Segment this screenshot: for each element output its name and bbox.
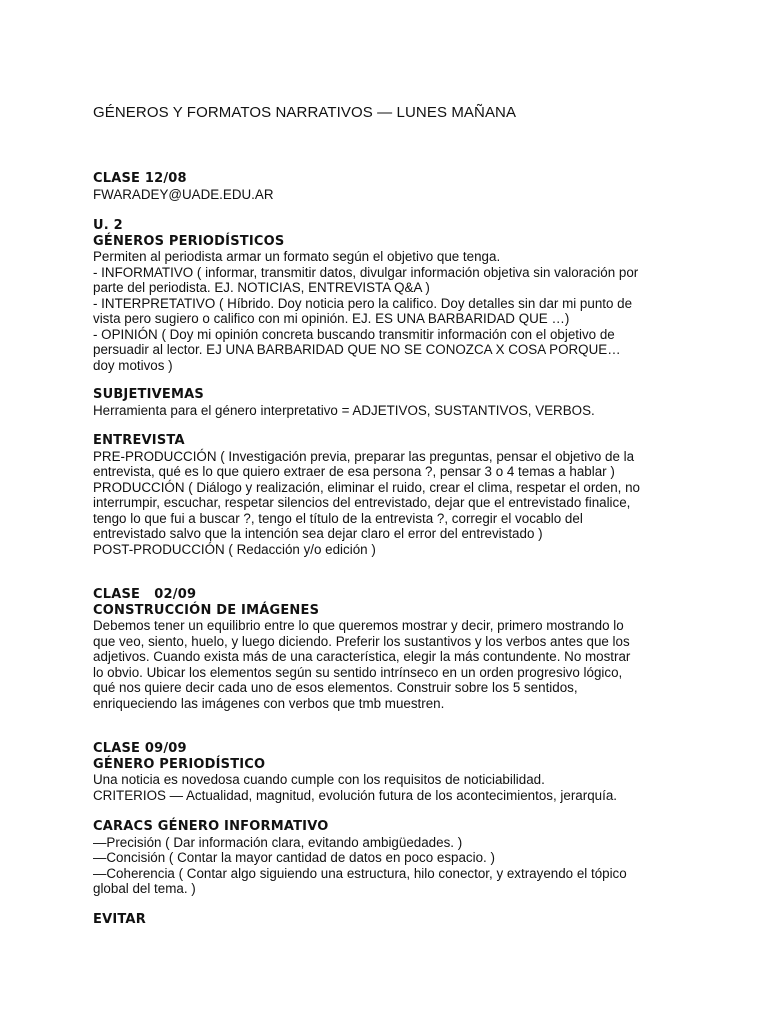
section-subheading: CONSTRUCCIÓN DE IMÁGENES	[93, 602, 320, 618]
section-subjetivemas	[93, 387, 683, 418]
section-heading: ENTREVISTA	[93, 433, 185, 448]
section-heading: U. 2	[93, 218, 123, 233]
document-title: GÉNEROS Y FORMATOS NARRATIVOS — LUNES MAÑANA	[93, 104, 517, 121]
paragraph-line: CRITERIOS — Actualidad, magnitud, evolución futura de los acontecimientos, jerarquía.	[93, 787, 617, 803]
section-heading: CLASE 02/09	[93, 587, 197, 602]
paragraph-line: POST-PRODUCCIÓN ( Redacción y/o edición )	[93, 541, 376, 557]
paragraph-line: PRODUCCIÓN ( Diálogo y realización, eliminar el ruido, crear el clima, respetar el orden, no	[93, 479, 640, 495]
section-subheading: GÉNERO PERIODÍSTICO	[93, 756, 266, 772]
section-caracs-genero-informativo	[93, 819, 683, 897]
paragraph-line: Debemos tener un equilibrio entre lo que queremos mostrar y decir, primero mostrando lo	[93, 618, 624, 633]
paragraph-line: Permiten al periodista armar un formato según el objetivo que tenga.	[93, 249, 501, 264]
section-subheading: GÉNEROS PERIODÍSTICOS	[93, 233, 285, 249]
paragraph-line: entrevistado salvo que la intención sea dejar claro el error del entrevistado )	[93, 526, 543, 541]
paragraph-line: vista pero sugiero o califico con mi opinión. EJ. ES UNA BARBARIDAD QUE …)	[93, 311, 570, 326]
section-heading: EVITAR	[93, 912, 146, 927]
paragraph-line: PRE-PRODUCCIÓN ( Investigación previa, preparar las preguntas, pensar el objetivo de la	[93, 448, 635, 464]
paragraph-line: lo obvio. Ubicar los elementos según su sentido intrínseco en un orden progresivo lógico,	[93, 664, 623, 680]
paragraph-line: - INTERPRETATIVO ( Híbrido. Doy noticia pero la califico. Doy detalles sin dar mi punto de	[93, 295, 633, 311]
section-evitar	[93, 912, 683, 928]
paragraph-line: interrumpir, escuchar, respetar silencios del entrevistado, dejar que el entrevistado finalice,	[93, 495, 631, 510]
section-generos-periodisticos	[93, 218, 683, 373]
section-clase-0209	[93, 587, 683, 711]
paragraph-line: persuadir al lector. EJ UNA BARBARIDAD QUE NO SE CONOZCA X COSA PORQUE…	[93, 342, 621, 357]
section-heading: CLASE 09/09	[93, 741, 187, 756]
paragraph-line: —Concisión ( Contar la mayor cantidad de datos en poco espacio. )	[93, 850, 495, 865]
section-heading: CLASE 12/08	[93, 171, 187, 186]
paragraph-line: Herramienta para el género interpretativo = ADJETIVOS, SUSTANTIVOS, VERBOS.	[93, 402, 595, 418]
paragraph-line: adjetivos. Cuando exista más de una característica, elegir la más contundente. No mostrar	[93, 649, 631, 664]
paragraph-line: que veo, siento, huelo, y luego diciendo. Preferir los sustantivos y los verbos antes que los	[93, 633, 630, 649]
email-text: FWARADEY@UADE.EDU.AR	[93, 186, 274, 202]
section-clase-0909	[93, 741, 683, 803]
paragraph-line: Una noticia es novedosa cuando cumple con los requisitos de noticiabilidad.	[93, 772, 545, 787]
paragraph-line: —Coherencia ( Contar algo siguiendo una estructura, hilo conector, y extrayendo el tópico	[93, 865, 627, 881]
section-entrevista	[93, 433, 683, 557]
section-clase-1208	[93, 171, 683, 202]
paragraph-line: enriqueciendo las imágenes con verbos que tmb muestren.	[93, 695, 445, 711]
paragraph-line: - INFORMATIVO ( informar, transmitir datos, divulgar información objetiva sin valoración por	[93, 264, 639, 280]
paragraph-line: global del tema. )	[93, 881, 196, 896]
paragraph-line: —Precisión ( Dar información clara, evitando ambigüedades. )	[93, 834, 463, 850]
paragraph-line: doy motivos )	[93, 357, 173, 373]
paragraph-line: tengo lo que fui a buscar ?, tengo el título de la entrevista ?, corregir el vocablo del	[93, 510, 583, 526]
paragraph-line: entrevista, qué es lo que quiero extraer de esa persona ?, pensar 3 o 4 temas a hablar )	[93, 464, 615, 479]
paragraph-line: parte del periodista. EJ. NOTICIAS, ENTREVISTA Q&A )	[93, 280, 430, 295]
paragraph-line: - OPINIÓN ( Doy mi opinión concreta buscando transmitir información con el objetivo de	[93, 326, 615, 342]
section-heading: CARACS GÉNERO INFORMATIVO	[93, 819, 329, 834]
section-heading: SUBJETIVEMAS	[93, 387, 204, 402]
paragraph-line: qué nos quiere decir cada uno de esos elementos. Construir sobre los 5 sentidos,	[93, 680, 578, 695]
